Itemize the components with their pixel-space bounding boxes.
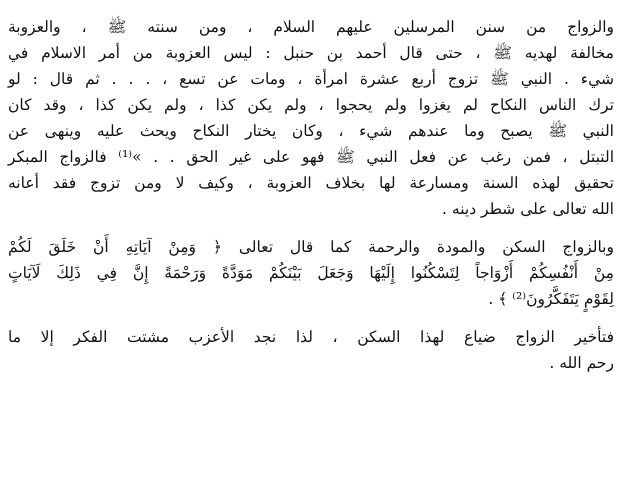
text-line: مخالفة لهديه ﷺ ، حتى قال أحمد بن حنبل : ليس العزوبة من أمر الاسلام في [8, 44, 614, 62]
text-line: النبي ﷺ يصبح وما عندهم شيء ، وكان يختار النكاح ويحث عليه وينهى عن [8, 122, 614, 140]
text-line: تحقيق لهذه السنة ومسارعة لها بخلاف العزوبة ، وكيف لا ومن تزوج فقد أعانه [8, 174, 614, 192]
text-line: والزواج من سنن المرسلين عليهم السلام ، ومن سنته ﷺ ، والعزوبة [8, 18, 614, 36]
text-line: الله تعالى على شطر دينه . [442, 200, 614, 218]
paragraph-gap [8, 222, 614, 234]
paragraph-conclusion [8, 324, 614, 376]
text-line: وبالزواج السكن والمودة والرحمة كما قال تعالى ﴿ وَمِنْ آيَاتِهِ أَنْ خَلَقَ لَكُمْ [8, 238, 614, 256]
text-line: التبتل ، فمن رغب عن فعل النبي ﷺ فهو على غير الحق . . »⁽¹⁾ فالزواج المبكر [8, 148, 614, 166]
paragraph-marriage-sunnah [8, 14, 614, 222]
text-line: شيء . النبي ﷺ تزوج أربع عشرة امرأة ، ومات عن تسع ، . . . ثم قال : لو [8, 70, 614, 88]
paragraph-gap [8, 312, 614, 324]
text-line: لِقَوْمٍ يَتَفَكَّرُونَ⁽²⁾ ﴾ . [488, 290, 614, 308]
text-line: ترك الناس النكاح لم يغزوا ولم يحجوا ، ولم يكن كذا ، ولم يكن كذا ، وقد كان [8, 96, 614, 114]
paragraph-quran-verse [8, 234, 614, 312]
text-line: مِنْ أَنْفُسِكُمْ أَزْوَاجاً لِتَسْكُنُوا إِلَيْهَا وَجَعَلَ بَيْنَكُمْ مَوَدَّةً وَرَحْمَةً إِنَّ فِي ذَلِكَ لَآيَاتٍ [8, 264, 614, 282]
document-page [8, 14, 614, 376]
text-line: فتأخير الزواج ضياع لهذا السكن ، لذا نجد الأعزب مشتت الفكر إلا ما [8, 328, 614, 346]
text-line: رحم الله . [549, 354, 614, 372]
